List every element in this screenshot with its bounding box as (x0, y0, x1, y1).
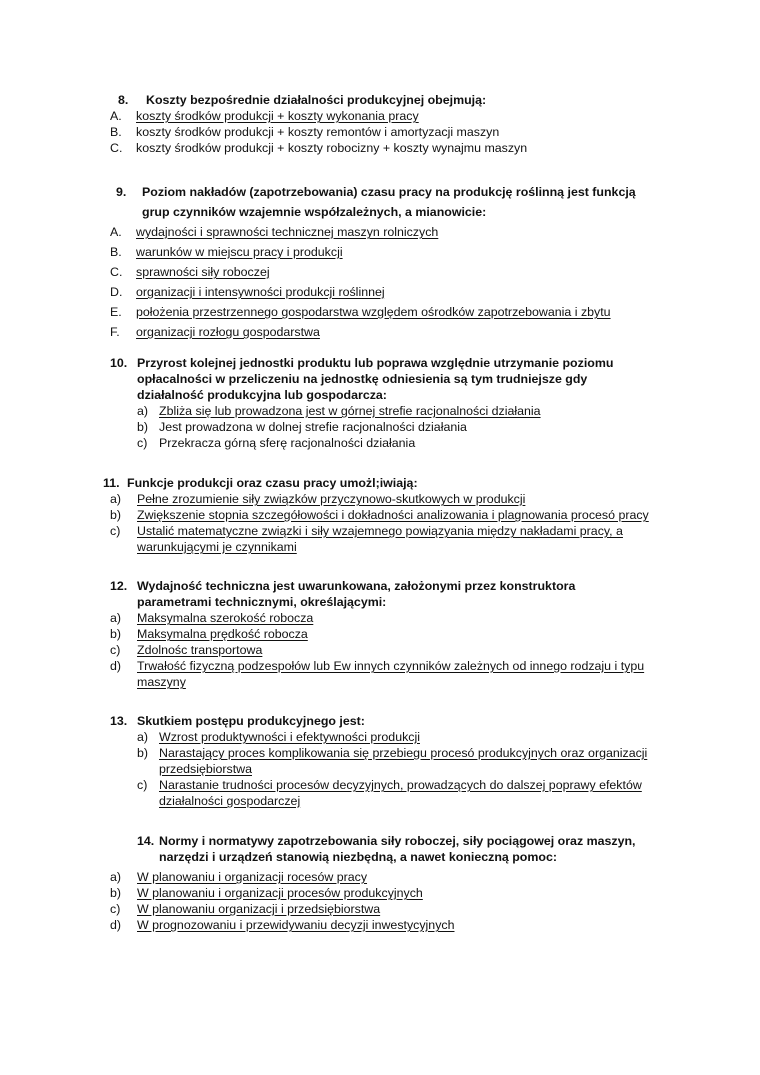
option-text: koszty środków produkcji + koszty remontów i amortyzacji maszyn (136, 125, 500, 139)
question-10 (110, 355, 670, 451)
answer-option (110, 282, 655, 302)
question-9-header (110, 182, 655, 222)
question-8-header (110, 92, 670, 108)
option-text: W planowaniu i organizacji rocesów pracy (137, 870, 368, 884)
option-letter: c) (110, 643, 121, 657)
answer-option (110, 491, 665, 507)
option-text: Przekracza górną sferę racjonalności działania (159, 436, 416, 450)
answer-list (110, 729, 670, 809)
option-text: koszty środków produkcji + koszty wykonania pracy (136, 109, 419, 123)
question-number: 11. (103, 476, 120, 490)
option-text: W planowaniu organizacji i przedsiębiorstwa (137, 902, 381, 916)
option-letter: c) (110, 902, 121, 916)
option-text: Pełne zrozumienie siły związków przyczynowo-skutkowych w produkcji (137, 492, 526, 506)
question-text: Normy i normatywy zapotrzebowania siły roboczej, siły pociągowej oraz maszyn, narzędzi i urządzeń stanowią niezbędną, a nawet konieczną pomoc: (159, 834, 636, 864)
option-letter: A. (110, 109, 122, 123)
answer-option (110, 642, 665, 658)
answer-option (110, 140, 670, 156)
option-text: sprawności siły roboczej (136, 265, 270, 279)
answer-option (110, 322, 655, 342)
question-text: Skutkiem postępu produkcyjnego jest: (137, 714, 365, 728)
option-text: koszty środków produkcji + koszty robocizny + koszty wynajmu maszyn (136, 141, 528, 155)
option-text: Jest prowadzona w dolnej strefie racjonalności działania (159, 420, 467, 434)
option-text: Wzrost produktywności i efektywności produkcji (159, 730, 420, 744)
question-number: 14. (137, 834, 155, 848)
option-text: W prognozowaniu i przewidywaniu decyzji inwestycyjnych (137, 918, 455, 932)
answer-option (110, 262, 655, 282)
question-number: 9. (116, 185, 127, 199)
answer-list (110, 403, 670, 451)
answer-list (110, 610, 665, 690)
question-text: Wydajność techniczna jest uwarunkowana, założonymi przez konstruktora parametrami technicznymi, określającymi: (137, 579, 576, 609)
question-12-header (110, 578, 665, 610)
option-letter: d) (110, 918, 122, 932)
question-14 (137, 833, 667, 865)
question-12 (110, 578, 665, 690)
question-13 (110, 713, 670, 809)
question-11-header (103, 475, 665, 491)
answer-option (137, 403, 670, 419)
answer-option (137, 729, 670, 745)
option-letter: b) (110, 508, 122, 522)
option-letter: D. (110, 285, 123, 299)
option-letter: A. (110, 225, 122, 239)
answer-option (137, 419, 670, 435)
option-text: Narastający proces komplikowania się przebiegu procesó produkcyjnych oraz organizacji przedsiębiorstwa (159, 746, 648, 776)
option-letter: F. (110, 325, 120, 339)
answer-option (110, 507, 665, 523)
option-text: Maksymalna szerokość robocza (137, 611, 314, 625)
answer-option (110, 917, 665, 933)
option-text: Maksymalna prędkość robocza (137, 627, 308, 641)
answer-list (110, 222, 655, 342)
option-letter: C. (110, 141, 123, 155)
question-number: 13. (110, 714, 128, 728)
question-number: 8. (118, 93, 129, 107)
answer-option (110, 523, 665, 555)
option-letter: c) (137, 778, 148, 792)
option-letter: d) (110, 659, 122, 673)
question-text: Koszty bezpośrednie działalności produkcyjnej obejmują: (146, 93, 487, 107)
option-letter: a) (110, 870, 122, 884)
question-13-header (110, 713, 670, 729)
answer-option (110, 302, 655, 322)
answer-option (137, 777, 670, 809)
option-letter: b) (110, 627, 122, 641)
question-8 (110, 92, 670, 156)
option-letter: a) (137, 404, 149, 418)
answer-option (137, 745, 670, 777)
option-text: warunków w miejscu pracy i produkcji (136, 245, 343, 259)
answer-option (110, 108, 670, 124)
question-11 (103, 475, 665, 555)
answer-list (103, 491, 665, 555)
option-text: Zbliża się lub prowadzona jest w górnej strefie racjonalności działania (159, 404, 541, 418)
question-number: 12. (110, 579, 128, 593)
answer-option (110, 658, 665, 690)
option-text: położenia przestrzennego gospodarstwa względem ośrodków zapotrzebowania i zbytu (136, 305, 611, 319)
answer-option (110, 222, 655, 242)
answer-option (137, 435, 670, 451)
option-text: organizacji rozłogu gospodarstwa (136, 325, 320, 339)
option-text: wydajności i sprawności technicznej maszyn rolniczych (136, 225, 439, 239)
question-10-header (110, 355, 670, 403)
option-letter: c) (110, 524, 121, 538)
option-letter: a) (110, 611, 122, 625)
answer-option (110, 610, 665, 626)
option-letter: C. (110, 265, 123, 279)
answer-option (110, 124, 670, 140)
option-letter: B. (110, 125, 122, 139)
answer-list (110, 869, 665, 933)
answer-option (110, 626, 665, 642)
question-text: Przyrost kolejnej jednostki produktu lub poprawa względnie utrzymanie poziomu opłacalności w przeliczeniu na jednostkę odniesienia są tym trudniejsze gdy działalność produkcyjna lub gospodarcza: (137, 356, 614, 402)
answer-option (110, 869, 665, 885)
answer-option (110, 242, 655, 262)
question-text: Funkcje produkcji oraz czasu pracy umożl;iwiają: (127, 476, 418, 490)
answer-option (110, 901, 665, 917)
option-letter: E. (110, 305, 122, 319)
option-letter: B. (110, 245, 122, 259)
answer-list (110, 108, 670, 156)
option-text: Zdolnośc transportowa (137, 643, 263, 657)
option-letter: b) (110, 886, 122, 900)
question-number: 10. (110, 356, 128, 370)
option-letter: c) (137, 436, 148, 450)
question-14-header (137, 833, 667, 865)
option-letter: b) (137, 746, 149, 760)
question-9 (110, 182, 655, 342)
question-14-options (110, 869, 665, 933)
option-letter: a) (110, 492, 122, 506)
option-letter: b) (137, 420, 149, 434)
option-text: Narastanie trudności procesów decyzyjnych, prowadzących do dalszej poprawy efektów działalności gospodarczej (159, 778, 642, 808)
answer-option (110, 885, 665, 901)
option-text: Ustalić matematyczne związki i siły wzajemnego powiązyania między nakładami pracy, a warunkującymi je czynnikami (137, 524, 623, 554)
option-text: Zwiększenie stopnia szczegółowości i dokładności analizowania i plagnowania procesó pracy (137, 508, 649, 522)
question-text: Poziom nakładów (zapotrzebowania) czasu pracy na produkcję roślinną jest funkcją grup czynników wzajemnie współzależnych, a mianowicie: (142, 185, 636, 219)
option-text: W planowaniu i organizacji procesów produkcyjnych (137, 886, 423, 900)
option-text: Trwałość fizyczną podzespołów lub Ew innych czynników zależnych od innego rodzaju i typu maszyny (137, 659, 645, 689)
option-text: organizacji i intensywności produkcji roślinnej (136, 285, 385, 299)
option-letter: a) (137, 730, 149, 744)
